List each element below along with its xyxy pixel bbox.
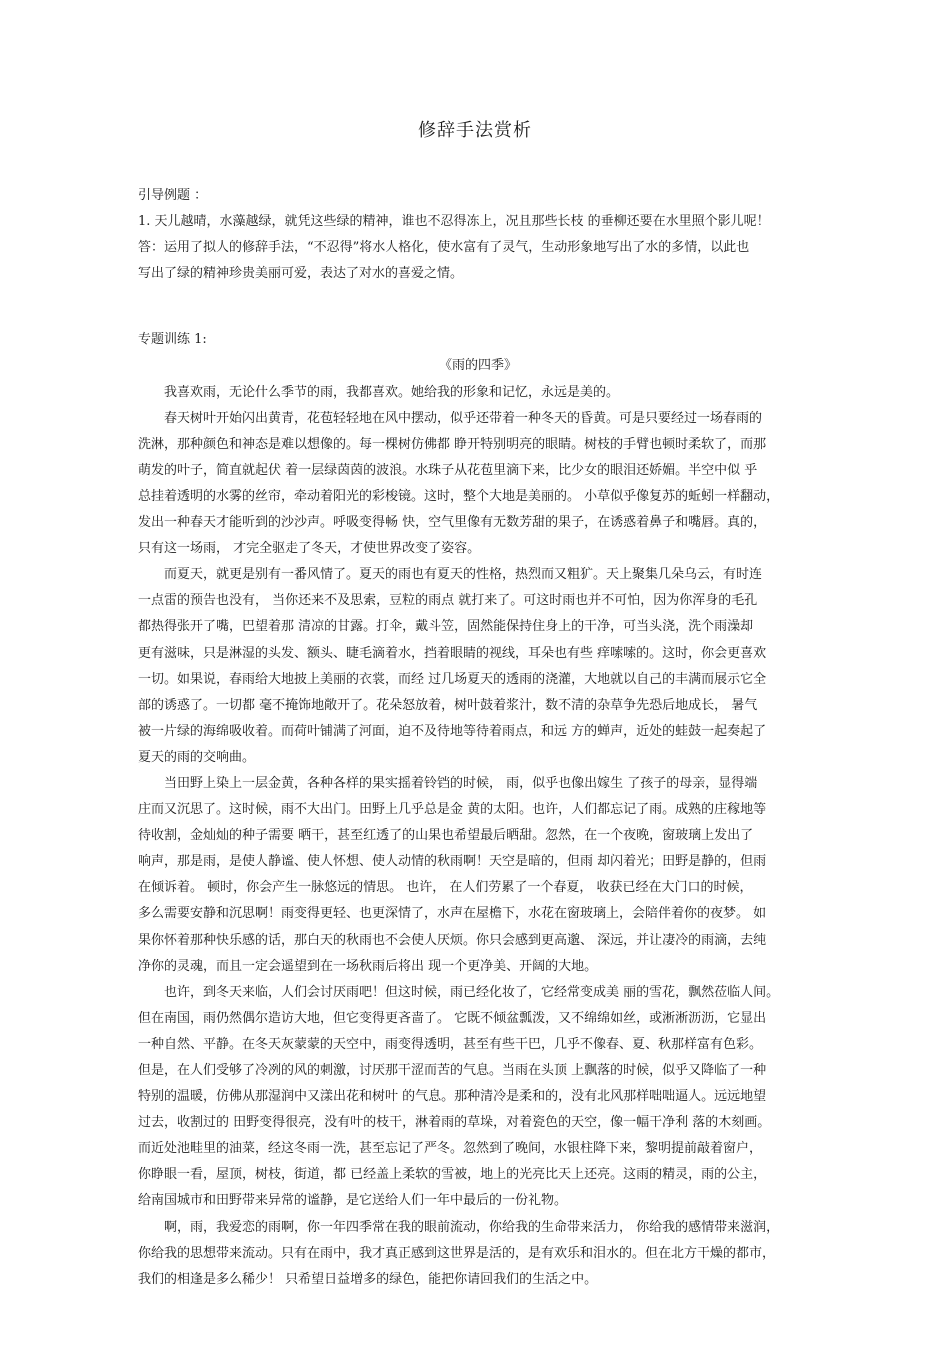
- essay-line: 过去，收割过的 田野变得很亮，没有叶的枝干，淋着雨的草垛，对着瓷色的天空，像一幅干净利 落的木刻画。: [138, 1115, 771, 1131]
- essay-line: 多么需要安静和沉思啊！雨变得更轻、也更深情了，水声在屋檐下，水花在窗玻璃上，会陪伴着你的夜梦。 如: [138, 906, 767, 922]
- essay-line: 萌发的叶子，简直就起伏 着一层绿茵茵的波浪。水珠子从花苞里滴下来，比少女的眼泪还娇媚。半空中似 乎: [138, 462, 758, 478]
- essay-title: 《雨的四季》: [438, 358, 517, 374]
- essay-line: 更有滋味，只是淋湿的头发、额头、睫毛滴着水，挡着眼睛的视线，耳朵也有些 痒嗦嗦的。这时，你会更喜欢: [138, 645, 767, 661]
- essay-line: 特别的温暖，仿佛从那湿润中又漾出花和树叶 的气息。那种清冷是柔和的，没有北风那样咄咄逼人。远远地望: [138, 1089, 767, 1105]
- document-title: 修辞手法赏析: [418, 120, 532, 141]
- spacer: [138, 313, 818, 327]
- essay-line: 都热得张开了嘴，巴望着那 清凉的甘露。打伞，戴斗笠，固然能保持住身上的干净，可当头浇，洗个雨澡却: [138, 619, 754, 635]
- essay-line: 也许，到冬天来临，人们会讨厌雨吧！但这时候，雨已经化妆了，它经常变成美 丽的雪花，飘然莅临人间。: [164, 984, 780, 1000]
- example-question: 1. 天儿越晴，水藻越绿，就凭这些绿的精神，谁也不忍得冻上，况且那些长枝 的垂柳还要在水里照个影儿呢！: [138, 214, 770, 230]
- essay-line: 响声，那是雨，是使人静谧、使人怀想、使人动情的秋雨啊！天空是暗的，但雨 却闪着光；田野是静的，但雨: [138, 854, 767, 870]
- essay-line: 一点雷的预告也没有， 当你还来不及思索，豆粒的雨点 就打来了。可这时雨也并不可怕，因为你浑身的毛孔: [138, 593, 758, 609]
- essay-line: 发出一种春天才能听到的沙沙声。呼吸变得畅 快，空气里像有无数芳甜的果子，在诱惑着鼻子和嘴唇。真的，: [138, 515, 767, 531]
- essay-line: 而近处池畦里的油菜，经这冬雨一洗，甚至忘记了严冬。忽然到了晚间，水银柱降下来，黎明提前敲着窗户，: [138, 1141, 763, 1157]
- essay-line: 只有这一场雨， 才完全驱走了冬天，才使世界改变了姿容。: [138, 541, 481, 557]
- essay-line: 一种自然、平静。在冬天灰蒙蒙的天空中，雨变得透明，甚至有些干巴，几乎不像春、夏、秋那样富有色彩。: [138, 1036, 763, 1052]
- essay-line: 你给我的思想带来流动。只有在雨中，我才真正感到这世界是活的，是有欢乐和泪水的。但在北方干燥的都市，: [138, 1245, 776, 1261]
- essay-line: 庄而又沉思了。这时候，雨不大出门。田野上几乎总是金 黄的太阳。也许，人们都忘记了雨。成熟的庄稼地等: [138, 802, 767, 818]
- example-answer-line: 写出了绿的精神珍贵美丽可爱，表达了对水的喜爱之情。: [138, 266, 464, 282]
- essay-line: 果你怀着那种快乐感的话，那白天的秋雨也不会使人厌烦。你只会感到更高邈、 深远，并让凄冷的雨滴，去纯: [138, 932, 767, 948]
- essay-line: 而夏天，就更是别有一番风情了。夏天的雨也有夏天的性格，热烈而又粗犷。天上聚集几朵乌云，有时连: [164, 567, 763, 583]
- essay-line: 一切。如果说，春雨给大地披上美丽的衣裳，而经 过几场夏天的透雨的浇灌，大地就以自己的丰满而展示它全: [138, 671, 767, 687]
- essay-line: 待收割，金灿灿的种子需要 晒干，甚至红透了的山果也希望最后晒甜。忽然，在一个夜晚，窗玻璃上发出了: [138, 828, 754, 844]
- essay-line: 净你的灵魂，而且一定会遥望到在一场秋雨后将出 现一个更净美、开阔的大地。: [138, 958, 598, 974]
- essay-line: 但在南国，雨仍然偶尔造访大地，但它变得更吝啬了。 它既不倾盆瓢泼，又不绵绵如丝，或淅淅沥沥，它显出: [138, 1010, 767, 1026]
- essay-line: 啊，雨，我爱恋的雨啊，你一年四季常在我的眼前流动，你给我的生命带来活力， 你给我的感情带来滋润，: [164, 1219, 780, 1235]
- essay-line: 我们的相逢是多么稀少！ 只希望日益增多的绿色，能把你请回我们的生活之中。: [138, 1271, 598, 1287]
- document-body: [138, 183, 818, 1293]
- example-answer-line: 答：运用了拟人的修辞手法，“不忍得”将水人格化，使水富有了灵气，生动形象地写出了水的多情，以此也: [138, 240, 750, 256]
- essay-line: 春天树叶开始闪出黄青，花苞轻轻地在风中摆动，似乎还带着一种冬天的昏黄。可是只要经过一场春雨的: [164, 410, 763, 426]
- essay-line: 部的诱惑了。一切都 毫不掩饰地敞开了。花朵怒放着，树叶鼓着浆汁，数不清的杂草争先恐后地成长， 暑气: [138, 697, 758, 713]
- essay-line: 你睁眼一看，屋顶，树枝，街道，都 已经盖上柔软的雪被，地上的光亮比天上还亮。这雨的精灵，雨的公主，: [138, 1167, 767, 1183]
- essay-line: 给南国城市和田野带来异常的谧静，是它送给人们一年中最后的一份礼物。: [138, 1193, 568, 1209]
- essay-body: [138, 380, 818, 1293]
- essay-line: 在倾诉着。 顿时，你会产生一脉悠远的情思。 也许， 在人们劳累了一个春夏， 收获已经在大门口的时候，: [138, 880, 753, 896]
- essay-line: 当田野上染上一层金黄，各种各样的果实摇着铃铛的时候， 雨，似乎也像出嫁生 了孩子的母亲，显得端: [164, 775, 758, 791]
- essay-line: 洗淋，那种颜色和神态是难以想像的。每一棵树仿佛都 睁开特别明亮的眼睛。树枝的手臂也顿时柔软了，而那: [138, 436, 767, 452]
- essay-line: 但是，在人们受够了冷冽的风的刺激，讨厌那干涩而苦的气息。当雨在头顶 上飘落的时候，似乎又降临了一种: [138, 1063, 767, 1078]
- spacer: [138, 287, 818, 313]
- essay-line: 我喜欢雨，无论什么季节的雨，我都喜欢。她给我的形象和记忆，永远是美的。: [164, 384, 620, 400]
- intro-heading: 引导例题 ：: [138, 188, 208, 203]
- essay-line: 夏天的雨的交响曲。: [138, 749, 256, 765]
- essay-line: 总挂着透明的水雾的丝帘，牵动着阳光的彩梭镜。这时，整个大地是美丽的。 小草似乎像复苏的蚯蚓一样翻动，: [138, 488, 780, 504]
- essay-line: 被一片绿的海绵吸收着。而荷叶铺满了河面，迫不及待地等待着雨点，和远 方的蝉声，近处的蛙鼓一起奏起了: [138, 723, 767, 739]
- training-heading: 专题训练 1:: [138, 332, 207, 348]
